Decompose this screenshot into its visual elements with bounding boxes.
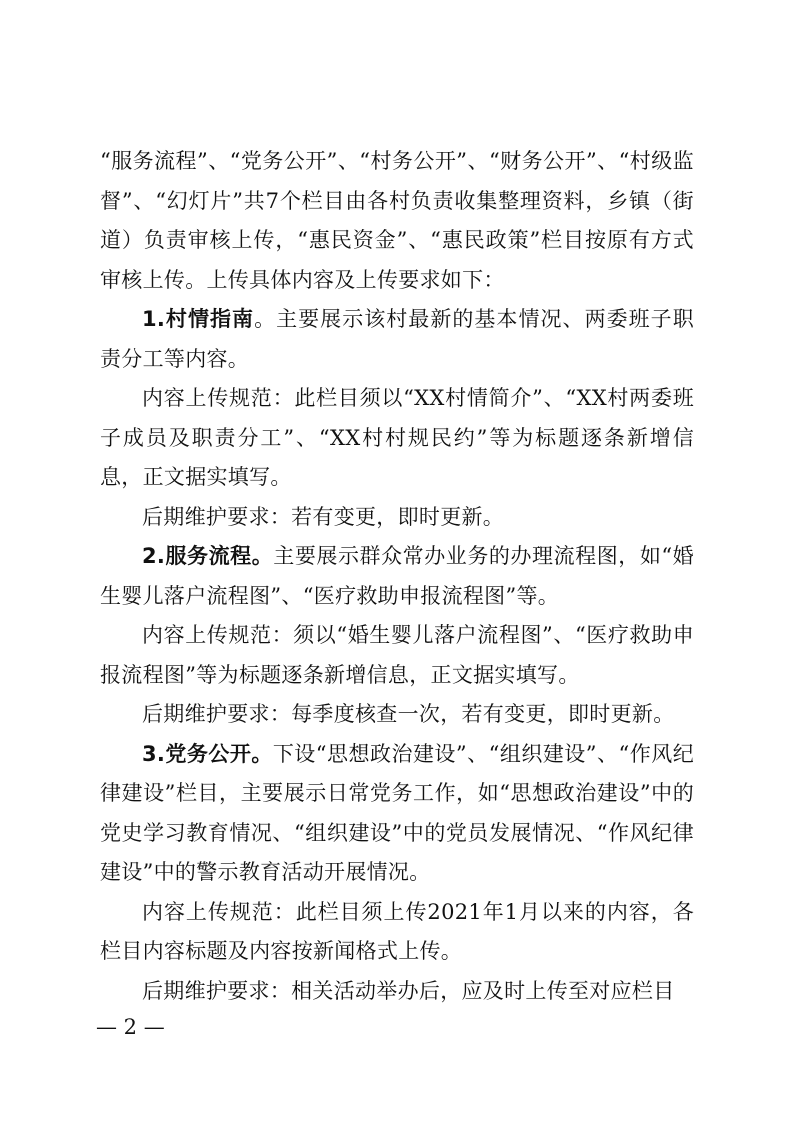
paragraph-text: 。主要展示该村最新的基本情况、两委班子职责分工等内容。 (100, 307, 695, 371)
paragraph-text: 主要展示群众常办业务的办理流程图，如“婚生婴儿落户流程图”、“医疗救助申报流程图”等。 (100, 544, 694, 608)
paragraph-upload-spec (100, 379, 694, 498)
section-heading: 2.服务流程。 (142, 544, 274, 568)
section-village-guide (100, 300, 694, 379)
paragraph-intro (100, 142, 694, 300)
page-number: — 2 — (96, 1015, 165, 1039)
paragraph-text: 下设“思想政治建设”、“组织建设”、“作风纪律建设”栏目，主要展示日常党务工作，如“思想政治建设”中的党史学习教育情况、“组织建设”中的党员发展情况、“作风纪律建设”中的警示教育活动开展情况。 (100, 741, 694, 884)
section-heading: 3.党务公开。 (142, 741, 273, 766)
section-heading: 1.村情指南 (142, 307, 255, 331)
paragraph-maintenance (100, 498, 694, 538)
document-body (100, 142, 694, 1011)
section-party-affairs (100, 735, 694, 893)
paragraph-text: 内容上传规范：此栏目须上传2021年1月以来的内容，各栏目内容标题及内容按新闻格式上传。 (100, 899, 694, 963)
paragraph-text: 后期维护要求：每季度核查一次，若有变更，即时更新。 (142, 702, 675, 726)
paragraph-text: “服务流程”、“党务公开”、“村务公开”、“财务公开”、“村级监督”、“幻灯片”共7个栏目由各村负责收集整理资料，乡镇（街道）负责审核上传，“惠民资金”、“惠民政策”栏目按原有方式审核上传。上传具体内容及上传要求如下： (100, 149, 694, 292)
paragraph-text: 内容上传规范：此栏目须以“XX村情简介”、“XX村两委班子成员及职责分工”、“XX村村规民约”等为标题逐条新增信息，正文据实填写。 (100, 386, 694, 489)
section-service-process (100, 537, 694, 616)
paragraph-text: 后期维护要求：相关活动举办后，应及时上传至对应栏目 (142, 978, 675, 1003)
paragraph-upload-spec (100, 893, 694, 972)
paragraph-maintenance (100, 972, 694, 1012)
paragraph-text: 后期维护要求：若有变更，即时更新。 (142, 504, 505, 529)
paragraph-maintenance (100, 695, 694, 735)
paragraph-text: 内容上传规范：须以“婚生婴儿落户流程图”、“医疗救助申报流程图”等为标题逐条新增信息，正文据实填写。 (100, 623, 694, 687)
paragraph-upload-spec (100, 616, 694, 695)
